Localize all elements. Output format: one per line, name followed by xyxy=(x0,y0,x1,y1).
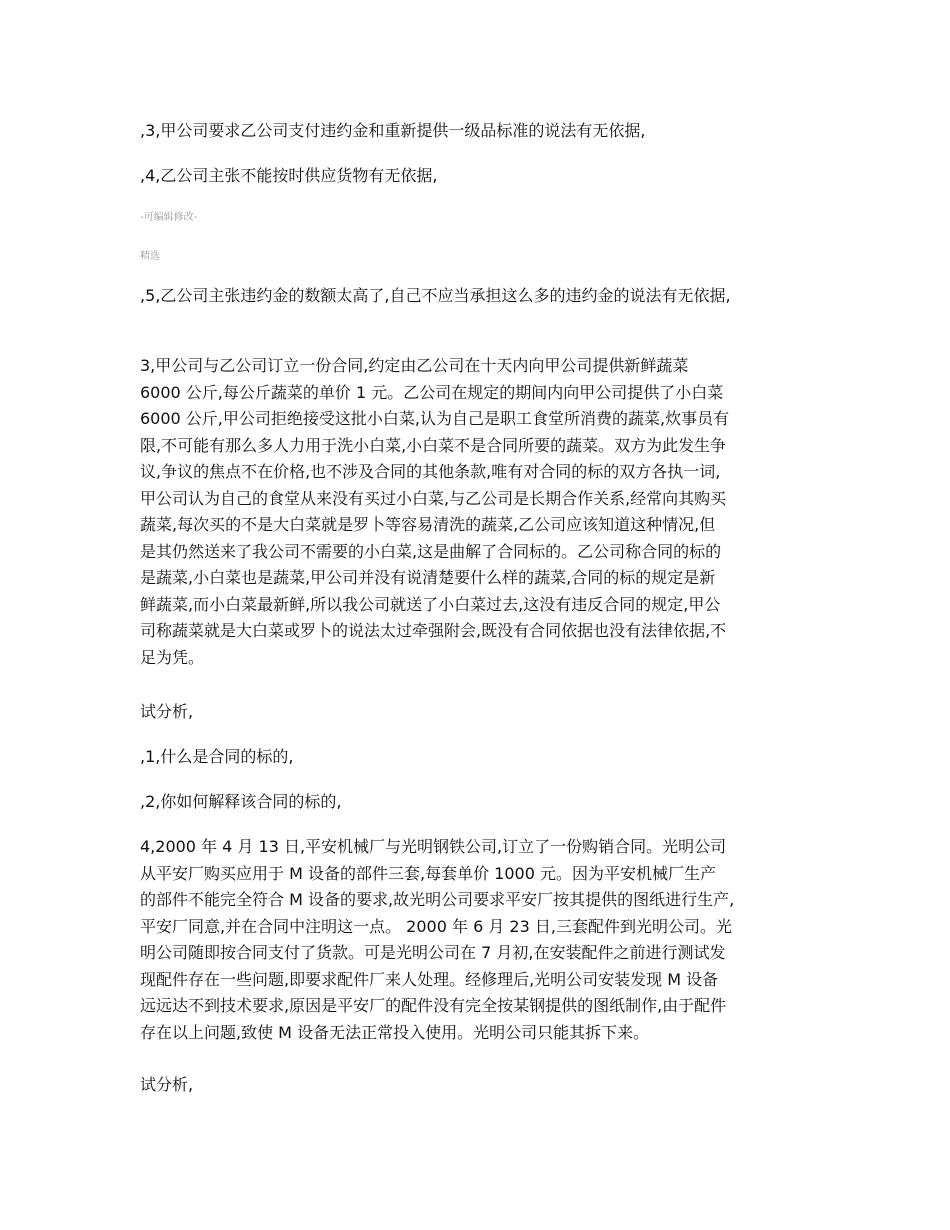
case-3-line: 蔬菜,每次买的不是大白菜就是罗卜等容易清洗的蔬菜,乙公司应该知道这种情况,但 xyxy=(140,515,716,534)
case-4-line: 远远达不到技术要求,原因是平安厂的配件没有完全按某钢提供的图纸制作,由于配件 xyxy=(140,996,727,1015)
editable-note: -可编辑修改- xyxy=(140,212,198,223)
case-4-line: 现配件存在一些问题,即要求配件厂来人处理。经修理后,光明公司安装发现 M 设备 xyxy=(140,969,719,989)
case-3-paragraph xyxy=(140,353,820,671)
case-3-line: 足为凭。 xyxy=(140,647,205,667)
case-3-line: 甲公司认为自己的食堂从来没有买过小白菜,与乙公司是长期合作关系,经常向其购买 xyxy=(140,488,727,508)
case-3-line: 6000 公斤,甲公司拒绝接受这批小白菜,认为自己是职工食堂所消费的蔬菜,炊事员有 xyxy=(140,409,730,428)
case-3-line: 是其仍然送来了我公司不需要的小白菜,这是曲解了合同标的。乙公司称合同的标的 xyxy=(140,541,722,561)
case-4-line: 的部件不能完全符合 M 设备的要求,故光明公司要求平安厂按其提供的图纸进行生产, xyxy=(140,890,735,909)
case-3-line: 6000 公斤,每公斤蔬菜的单价 1 元。乙公司在规定的期间内向甲公司提供了小白菜 xyxy=(140,382,724,402)
selected-note: 精选 xyxy=(140,251,160,262)
case-3-question-1: ,1,什么是合同的标的, xyxy=(140,747,294,766)
case-4-line: 平安厂同意,并在合同中注明这一点。 2000 年 6 月 23 日,三套配件到光明公司。光 xyxy=(140,916,732,936)
case-3-line: 司称蔬菜就是大白菜或罗卜的说法太过牵强附会,既没有合同依据也没有法律依据,不 xyxy=(140,621,727,640)
case-4-line: 从平安厂购买应用于 M 设备的部件三套,每套单价 1000 元。因为平安机械厂生产 xyxy=(140,863,716,883)
case-3-question-2: ,2,你如何解释该合同的标的, xyxy=(140,792,342,811)
analysis-heading-2: 试分析, xyxy=(140,1075,194,1094)
case-4-paragraph xyxy=(140,834,820,1046)
case-4-line: 明公司随即按合同支付了货款。可是光明公司在 7 月初,在安装配件之前进行测试发 xyxy=(140,943,726,962)
question-5: ,5,乙公司主张违约金的数额太高了,自己不应当承担这么多的违约金的说法有无依据, xyxy=(140,286,731,305)
case-3-line: 限,不可能有那么多人力用于洗小白菜,小白菜不是合同所要的蔬菜。双方为此发生争 xyxy=(140,435,727,455)
case-3-line: 议,争议的焦点不在价格,也不涉及合同的其他条款,唯有对合同的标的双方各执一词, xyxy=(140,462,721,481)
question-3: ,3,甲公司要求乙公司支付违约金和重新提供一级品标准的说法有无依据, xyxy=(140,121,646,140)
case-3-line: 是蔬菜,小白菜也是蔬菜,甲公司并没有说清楚要什么样的蔬菜,合同的标的规定是新 xyxy=(140,568,716,587)
question-4: ,4,乙公司主张不能按时供应货物有无依据, xyxy=(140,166,438,185)
case-4-line: 4,2000 年 4 月 13 日,平安机械厂与光明钢铁公司,订立了一份购销合同。光明公司 xyxy=(140,837,727,856)
case-3-line: 3,甲公司与乙公司订立一份合同,约定由乙公司在十天内向甲公司提供新鲜蔬菜 xyxy=(140,356,689,375)
case-4-line: 存在以上问题,致使 M 设备无法正常投入使用。光明公司只能其拆下来。 xyxy=(140,1022,650,1042)
case-3-line: 鲜蔬菜,而小白菜最新鲜,所以我公司就送了小白菜过去,这没有违反合同的规定,甲公 xyxy=(140,594,721,614)
analysis-heading-1: 试分析, xyxy=(140,702,194,721)
